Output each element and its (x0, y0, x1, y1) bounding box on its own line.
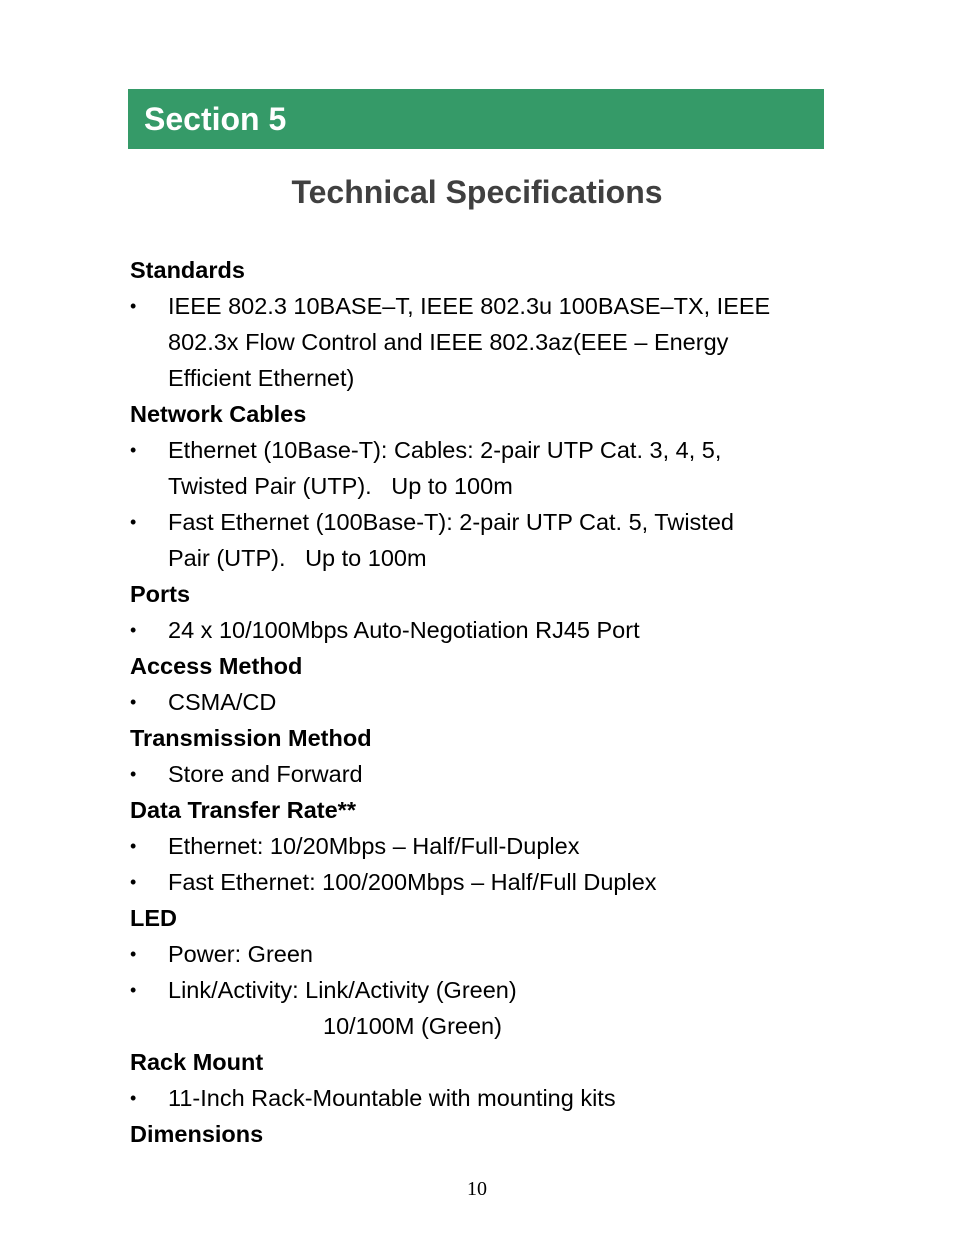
bullet-icon: • (130, 296, 137, 316)
list-item-text: 24 x 10/100Mbps Auto-Negotiation RJ45 Port (168, 617, 640, 643)
list-item (130, 1080, 830, 1116)
spec-heading: Dimensions (130, 1121, 264, 1147)
spec-list (130, 432, 830, 576)
list-item-text: 10/100M (Green) (323, 1013, 502, 1039)
bullet-icon: • (130, 980, 137, 1000)
spec-heading: Rack Mount (130, 1049, 264, 1075)
section-label: Section 5 (144, 101, 287, 137)
bullet-icon: • (130, 764, 137, 784)
list-item (130, 756, 830, 792)
list-item (130, 936, 830, 972)
spec-list (130, 612, 830, 648)
spec-heading: Standards (130, 257, 245, 283)
list-item (130, 288, 830, 396)
list-item-text: Ethernet: 10/20Mbps – Half/Full-Duplex (168, 833, 580, 859)
spec-list (130, 756, 830, 792)
list-item-text: 802.3x Flow Control and IEEE 802.3az(EEE – Energy (168, 329, 729, 355)
list-item-text: Pair (UTP). Up to 100m (168, 545, 427, 571)
list-item-text: Store and Forward (168, 761, 363, 787)
list-item (130, 684, 830, 720)
list-item-text: IEEE 802.3 10BASE–T, IEEE 802.3u 100BASE–TX, IEEE (168, 293, 771, 319)
spec-heading: Access Method (130, 653, 303, 679)
spec-heading: Transmission Method (130, 725, 372, 751)
bullet-icon: • (130, 836, 137, 856)
spec-list (130, 828, 830, 900)
spec-list (130, 1080, 830, 1116)
page-title: Technical Specifications (291, 174, 663, 210)
list-item (130, 432, 830, 504)
list-item (130, 504, 830, 576)
list-item (130, 864, 830, 900)
bullet-icon: • (130, 620, 137, 640)
spec-list (130, 936, 830, 1044)
list-item-text: 11-Inch Rack-Mountable with mounting kits (168, 1085, 616, 1111)
bullet-icon: • (130, 872, 137, 892)
spec-list (130, 288, 830, 396)
list-item-text: Fast Ethernet: 100/200Mbps – Half/Full Duplex (168, 869, 657, 895)
spec-content (130, 252, 830, 1152)
spec-heading: LED (130, 905, 177, 931)
list-item (130, 972, 830, 1044)
bullet-icon: • (130, 440, 137, 460)
list-item-text: Link/Activity: Link/Activity (Green) (168, 977, 517, 1003)
list-item-text: Ethernet (10Base-T): Cables: 2-pair UTP Cat. 3, 4, 5, (168, 437, 722, 463)
section-banner (128, 89, 824, 149)
spec-heading: Ports (130, 581, 191, 607)
bullet-icon: • (130, 944, 137, 964)
spec-heading: Network Cables (130, 401, 307, 427)
spec-heading: Data Transfer Rate** (130, 797, 356, 823)
bullet-icon: • (130, 512, 137, 532)
list-item (130, 612, 830, 648)
list-item-text: Efficient Ethernet) (168, 365, 355, 391)
spec-list (130, 684, 830, 720)
list-item-text: CSMA/CD (168, 689, 277, 715)
page-number: 10 (467, 1178, 487, 1200)
bullet-icon: • (130, 1088, 137, 1108)
list-item-text: Twisted Pair (UTP). Up to 100m (168, 473, 513, 499)
list-item-text: Fast Ethernet (100Base-T): 2-pair UTP Cat. 5, Twisted (168, 509, 734, 535)
bullet-icon: • (130, 692, 137, 712)
list-item-text: Power: Green (168, 941, 313, 967)
list-item (130, 828, 830, 864)
